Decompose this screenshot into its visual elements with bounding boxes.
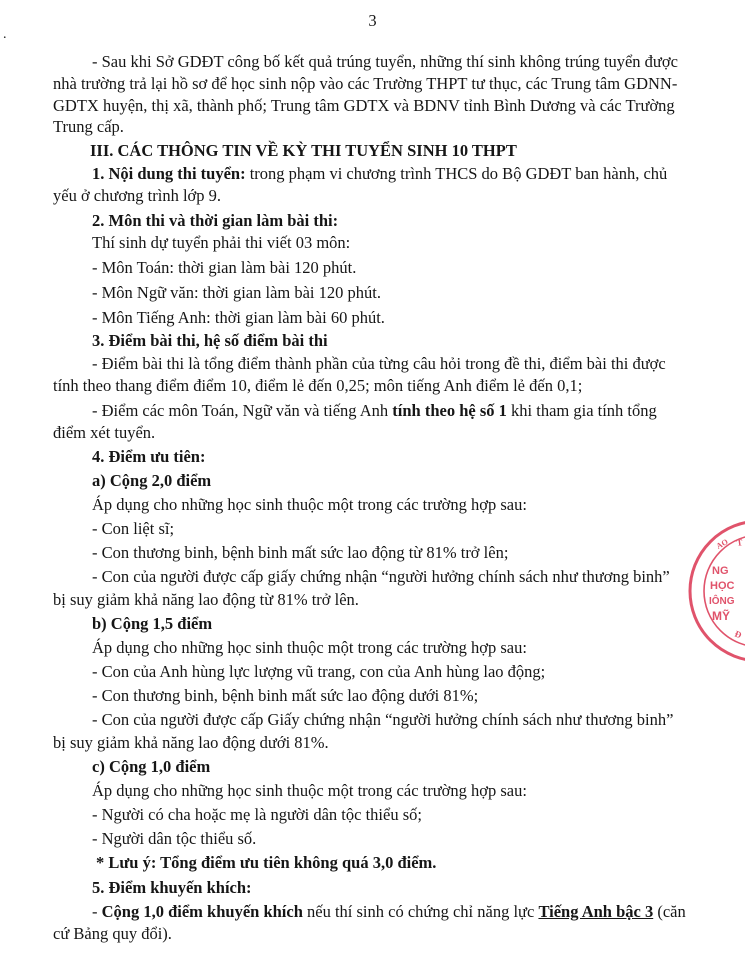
text-line: Áp dụng cho những học sinh thuộc một trong các trường hợp sau: (92, 638, 527, 657)
margin-mark: . (3, 27, 7, 42)
text-line: nhà trường trả lại hồ sơ để học sinh nộp vào các Trường THPT tư thục, các Trung tâm GDNN- (53, 74, 678, 93)
list-item: - Con của người được cấp Giấy chứng nhận “người hưởng chính sách như thương binh” (92, 710, 674, 729)
text-line: cứ Bảng quy đổi). (53, 924, 172, 943)
subheading: 1. Nội dung thi tuyển: (92, 164, 246, 183)
inline-text: khi tham gia tính tổng (506, 401, 657, 420)
page-number: 3 (368, 11, 377, 30)
inline-text: trong phạm vi chương trình THCS do Bộ GDĐT ban hành, chủ (245, 164, 668, 183)
text-line: Áp dụng cho những học sinh thuộc một trong các trường hợp sau: (92, 495, 527, 514)
text-line: yếu ở chương trình lớp 9. (53, 186, 222, 205)
list-item: - Người có cha hoặc mẹ là người dân tộc thiểu số; (92, 805, 422, 824)
note: * Lưu ý: Tổng điểm ưu tiên không quá 3,0 điểm. (96, 853, 437, 872)
inline-text: (căn (653, 902, 686, 921)
subheading: 4. Điểm ưu tiên: (92, 447, 206, 466)
subheading: 2. Môn thi và thời gian làm bài thi: (92, 211, 339, 230)
text-line (92, 901, 686, 923)
emphasis-text: tính theo hệ số 1 (392, 401, 507, 420)
list-item: - Môn Toán: thời gian làm bài 120 phút. (92, 258, 357, 277)
inline-text: - (92, 902, 102, 921)
list-item: - Người dân tộc thiểu số. (92, 829, 257, 848)
subheading: 5. Điểm khuyến khích: (92, 878, 252, 897)
official-stamp (688, 516, 745, 666)
stamp-seal-icon (688, 516, 745, 666)
list-item: - Môn Tiếng Anh: thời gian làm bài 60 phút. (92, 308, 385, 327)
text-line: - Sau khi Sở GDĐT công bố kết quả trúng tuyển, những thí sinh không trúng tuyển được (92, 52, 678, 71)
emphasis-text: Cộng 1,0 điểm khuyến khích (101, 902, 303, 921)
inline-text: - Điểm các môn Toán, Ngữ văn và tiếng Anh (92, 401, 393, 420)
text-line (92, 400, 657, 422)
stamp-ring-text: AO (714, 537, 730, 551)
stamp-text: NG (712, 565, 729, 577)
stamp-text: MỸ (712, 609, 730, 623)
underlined-emphasis: Tiếng Anh bậc 3 (538, 902, 654, 921)
text-line: bị suy giảm khả năng lao động từ 81% trở lên. (53, 590, 359, 609)
text-line (92, 163, 667, 185)
text-line: Trung cấp. (53, 117, 124, 136)
text-line: điểm xét tuyển. (53, 423, 156, 442)
stamp-ring-text: T (735, 537, 744, 548)
list-item: - Con của Anh hùng lực lượng vũ trang, con của Anh hùng lao động; (92, 662, 546, 681)
list-item: - Con thương binh, bệnh binh mất sức lao động dưới 81%; (92, 686, 479, 705)
stamp-text: IÔNG (709, 596, 735, 607)
list-item: - Con thương binh, bệnh binh mất sức lao động từ 81% trở lên; (92, 543, 509, 562)
text-line: Áp dụng cho những học sinh thuộc một trong các trường hợp sau: (92, 781, 527, 800)
text-line: tính theo thang điểm điểm 10, điểm lẻ đến 0,25; môn tiếng Anh điểm lẻ đến 0,1; (53, 376, 583, 395)
section-heading: III. CÁC THÔNG TIN VỀ KỲ THI TUYỂN SINH 10 THPT (90, 141, 517, 160)
list-item: - Con liệt sĩ; (92, 519, 175, 538)
inline-text: nếu thí sinh có chứng chỉ năng lực (302, 902, 539, 921)
subheading: c) Cộng 1,0 điểm (92, 757, 211, 776)
text-line: - Điểm bài thi là tổng điểm thành phần của từng câu hỏi trong đề thi, điểm bài thi được (92, 354, 666, 373)
text-line: bị suy giảm khả năng lao động dưới 81%. (53, 733, 329, 752)
subheading: 3. Điểm bài thi, hệ số điểm bài thi (92, 331, 328, 350)
text-line: Thí sinh dự tuyển phải thi viết 03 môn: (92, 233, 351, 252)
list-item: - Con của người được cấp giấy chứng nhận “người hưởng chính sách như thương binh” (92, 567, 670, 586)
list-item: - Môn Ngữ văn: thời gian làm bài 120 phút. (92, 283, 381, 302)
subheading: b) Cộng 1,5 điểm (92, 614, 213, 633)
stamp-text: HỌC (710, 580, 735, 592)
stamp-ring-text: Đ (733, 628, 744, 641)
subheading: a) Cộng 2,0 điểm (92, 471, 212, 490)
text-line: GDTX huyện, thị xã, thành phố; Trung tâm GDTX và BDNV tỉnh Bình Dương và các Trường (53, 96, 675, 115)
